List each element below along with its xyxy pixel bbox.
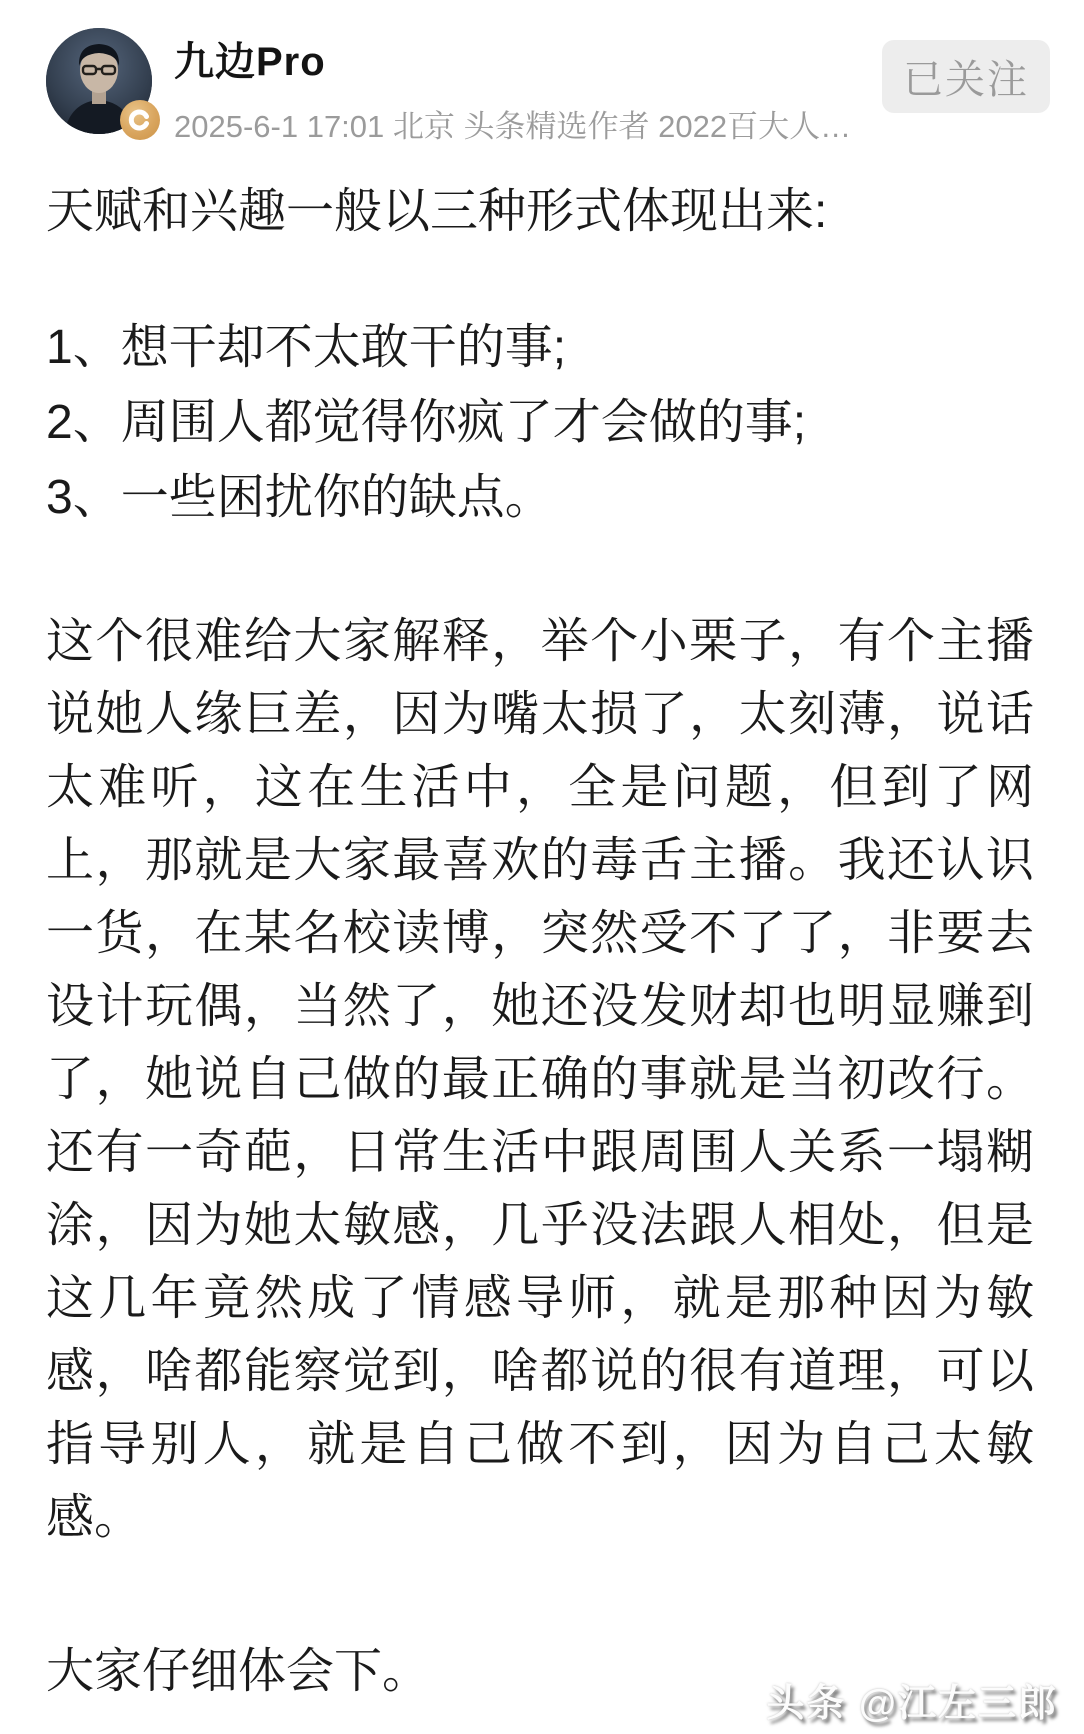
- post-header: [46, 28, 1050, 144]
- list-item: 1、想干却不太敢干的事;: [46, 321, 567, 374]
- verified-badge-icon: [120, 100, 160, 140]
- list-item: 3、一些困扰你的缺点。: [46, 471, 553, 524]
- post-meta: 2025-6-1 17:01 北京 头条精选作者 2022百大人…: [174, 109, 852, 144]
- followed-button[interactable]: 已关注: [882, 40, 1050, 113]
- list-item: 2、周围人都觉得你疯了才会做的事;: [46, 396, 807, 449]
- author-avatar[interactable]: [46, 28, 152, 134]
- numbered-list: [46, 310, 1034, 535]
- watermark: 头条 @江左三郎: [766, 1683, 1058, 1725]
- closing-line: 大家仔细体会下。: [46, 1645, 431, 1698]
- author-name[interactable]: 九边Pro: [174, 40, 326, 84]
- intro-line: 天赋和兴趣一般以三种形式体现出来:: [46, 185, 828, 238]
- main-paragraph: 这个很难给大家解释，举个小栗子，有个主播说她人缘巨差，因为嘴太损了，太刻薄，说话太难听，这在生活中，全是问题，但到了网上，那就是大家最喜欢的毒舌主播。我还认识一货，在某名校读博，突然受不了了，非要去设计玩偶，当然了，她还没发财却也明显赚到了，她说自己做的最正确的事就是当初改行。还有一奇葩，日常生活中跟周围人关系一塌糊涂，因为她太敏感，几乎没法跟人相处，但是这几年竟然成了情感导师，就是那种因为敏感，啥都能察觉到，啥都说的很有道理，可以指导别人，就是自己做不到，因为自己太敏感。: [46, 615, 1034, 1544]
- author-info: [174, 30, 851, 146]
- post-body: [46, 180, 1034, 1704]
